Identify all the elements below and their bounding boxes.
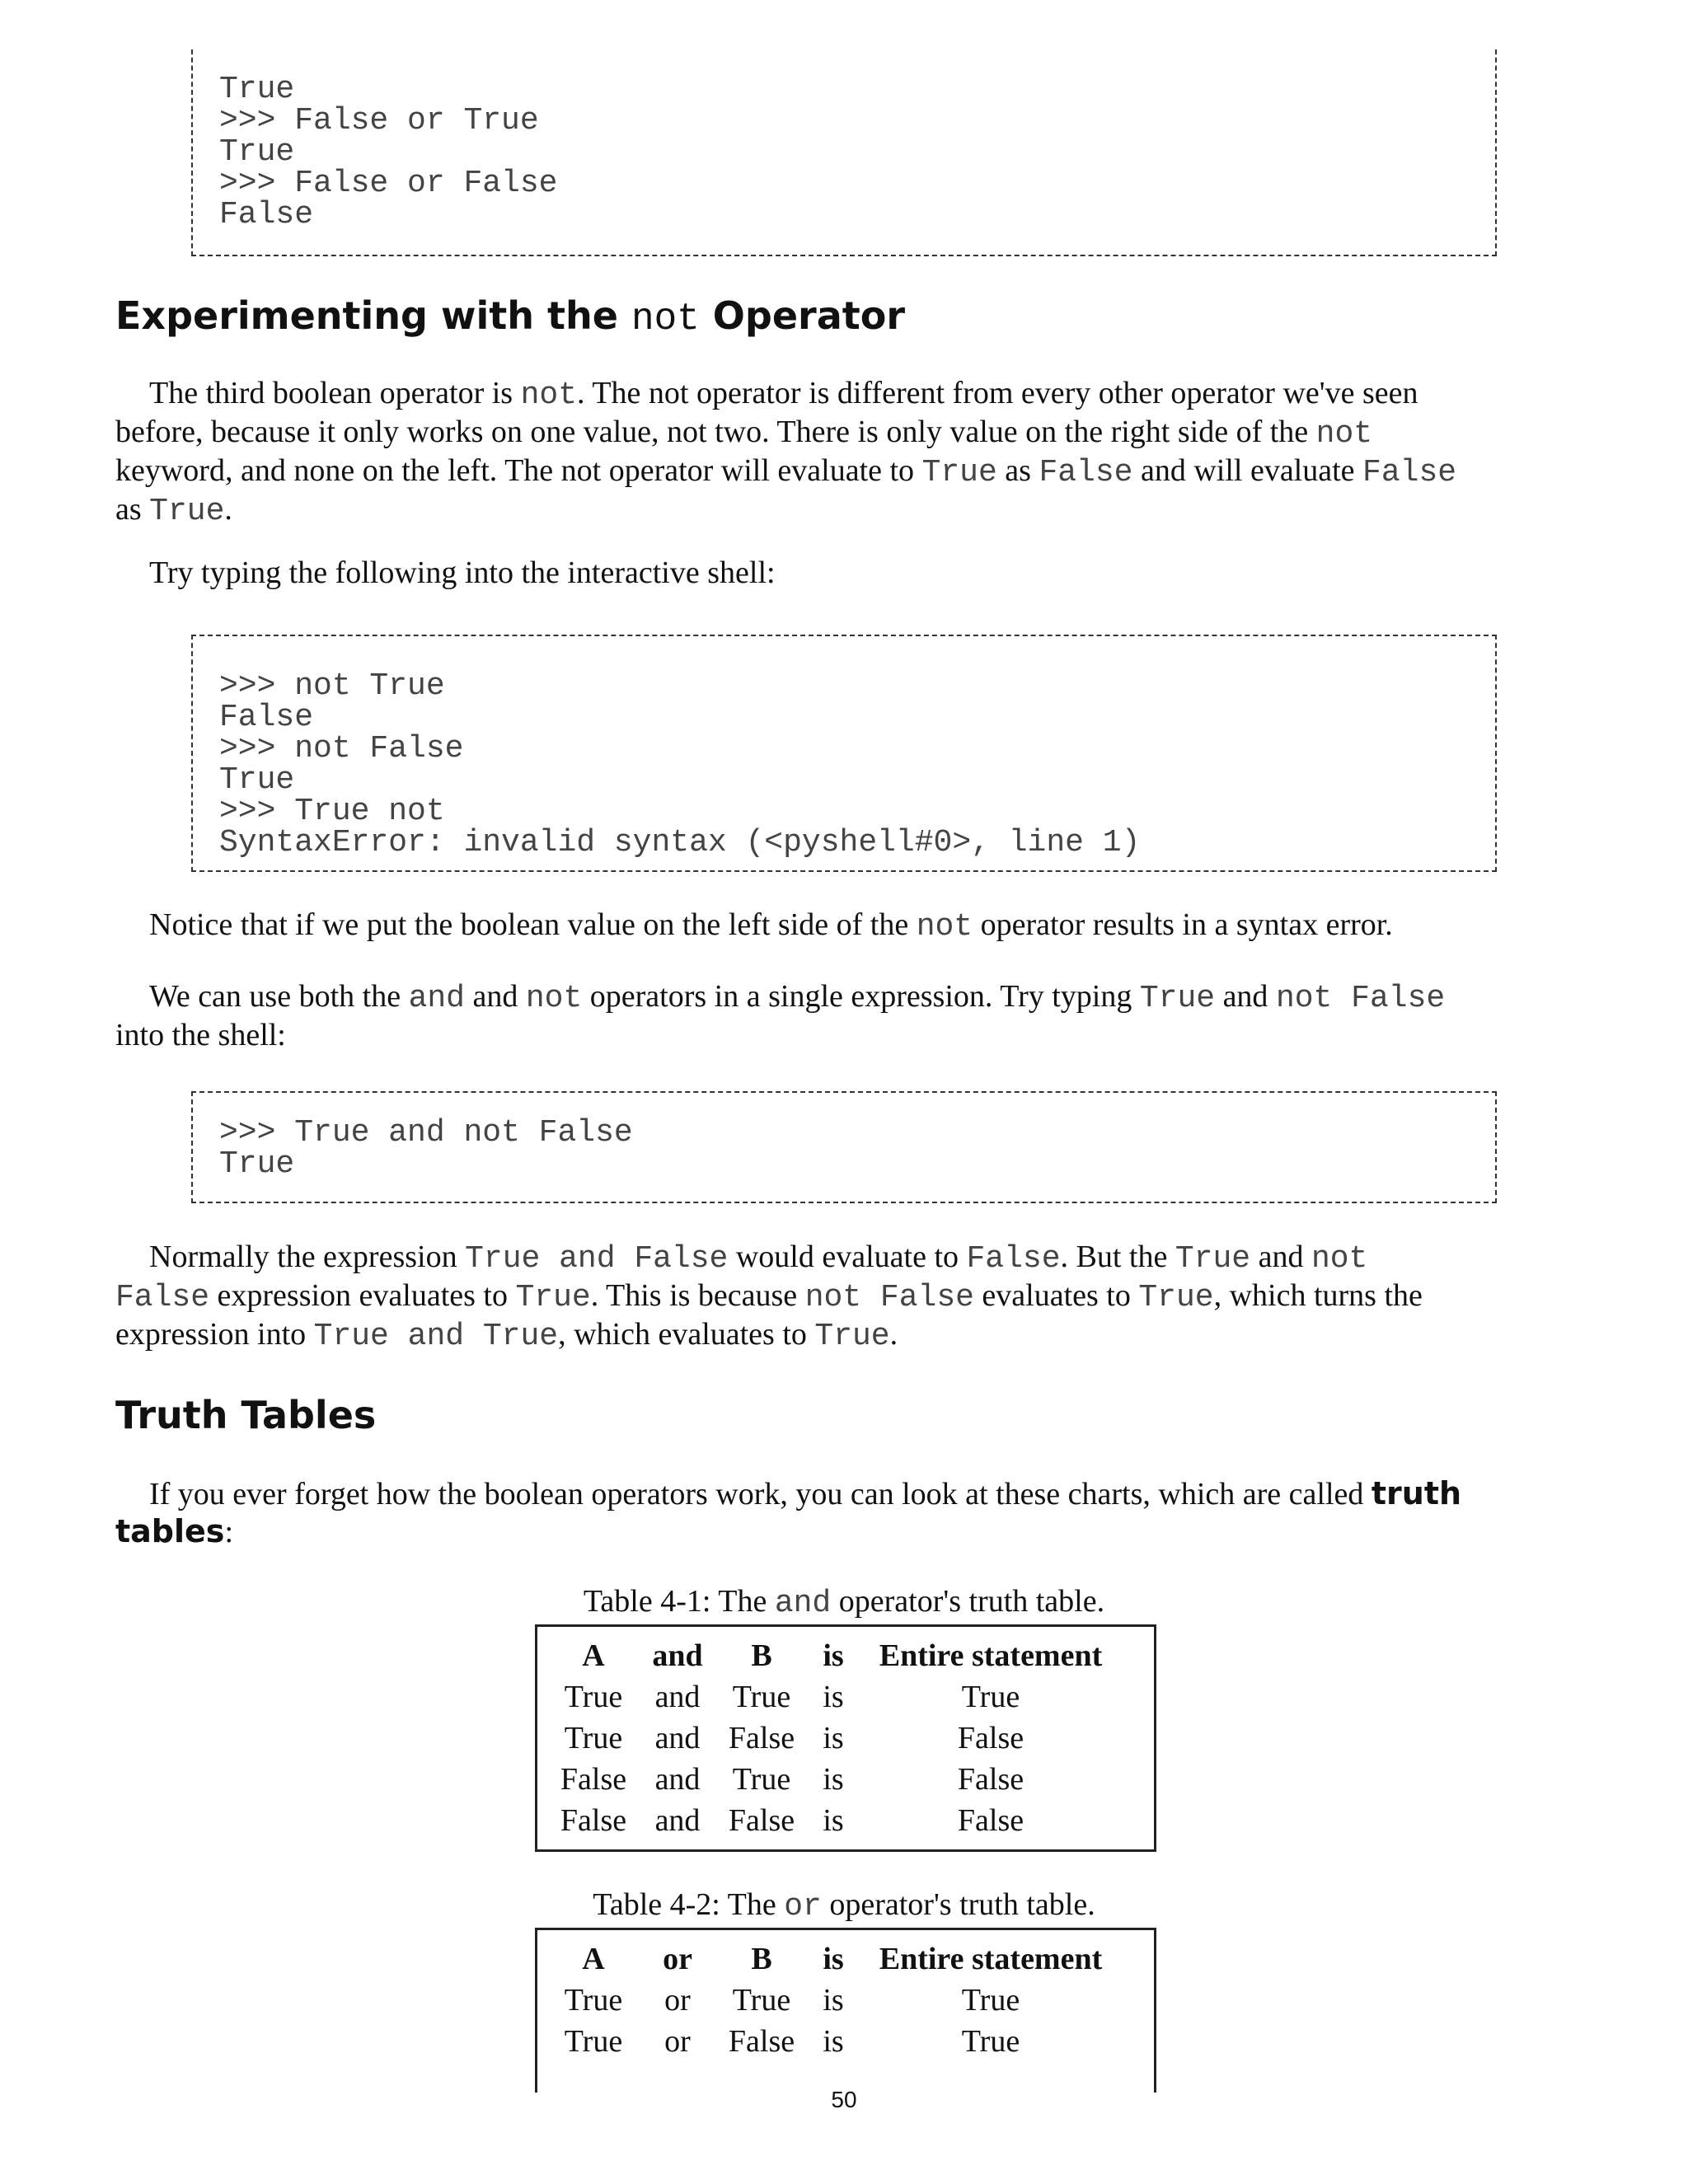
code-line: True — [219, 134, 295, 170]
paragraph-truth-tables-intro: If you ever forget how the boolean operators work, you can look at these charts, which are called truth tables: — [115, 1475, 1462, 1549]
code-line: >>> not False — [219, 731, 464, 766]
code-block-and-not-example — [191, 1091, 1497, 1203]
page-number: 50 — [831, 2087, 857, 2112]
section-heading-truth-tables: Truth Tables — [115, 1393, 377, 1437]
paragraph-try-typing: Try typing the following into the interactive shell: — [149, 555, 776, 590]
table-row: False and False is False — [560, 1803, 1025, 1838]
heading-text: Experimenting with the — [115, 293, 631, 338]
code-line: >>> False or False — [219, 166, 558, 201]
code-line: >>> True not — [219, 794, 445, 829]
code-block-or-examples — [191, 49, 1497, 256]
table-row: False and True is False — [560, 1762, 1025, 1797]
table-caption-or: Table 4-2: The or operator's truth table. — [593, 1887, 1095, 1924]
code-line: False — [219, 197, 314, 232]
code-line: >>> True and not False — [219, 1115, 633, 1151]
table-row: True and False is False — [564, 1721, 1025, 1755]
code-line: False — [219, 700, 314, 735]
code-block-not-examples — [191, 635, 1497, 872]
table-row: True or True is True — [564, 1983, 1020, 2018]
code-line: True — [219, 72, 295, 107]
truth-table-or — [535, 1928, 1156, 2093]
table-header-row: A or B is Entire statement — [582, 1942, 1103, 1976]
heading-text: Operator — [699, 293, 906, 338]
truth-table-and — [535, 1624, 1156, 1852]
code-line: True — [219, 762, 295, 798]
paragraph-syntax-error-note: Notice that if we put the boolean value on the left side of the not operator results in a syntax error. — [149, 907, 1393, 944]
table-row: True and True is True — [564, 1680, 1020, 1714]
code-line: >>> False or True — [219, 103, 539, 138]
paragraph-and-not-combo: We can use both the and and not operators in a single expression. Try typing True and not False into the shell: — [115, 979, 1446, 1052]
paragraph-not-intro: The third boolean operator is not. The not operator is different from every other operator we've seen before, because it only works on one value, not two. There is only value on the right side of the not keyword, and none on the left. The not operator will evaluate to True as False and will evaluate False as True. — [115, 376, 1457, 529]
table-row: True or False is True — [564, 2024, 1020, 2059]
code-line: >>> not True — [219, 668, 445, 704]
table-caption-and: Table 4-1: The and operator's truth table. — [583, 1584, 1105, 1621]
code-line: True — [219, 1146, 295, 1182]
table-header-row: A and B is Entire statement — [582, 1638, 1103, 1673]
section-heading-not-operator — [115, 291, 905, 344]
heading-code: not — [631, 298, 700, 340]
code-line: SyntaxError: invalid syntax (<pyshell#0>, line 1) — [219, 825, 1141, 860]
paragraph-evaluation-explanation: Normally the expression True and False would evaluate to False. But the True and not False expression evaluates to True. This is because not False evaluates to True, which turns the expression into True and True, which evaluates to True. — [115, 1240, 1423, 1354]
